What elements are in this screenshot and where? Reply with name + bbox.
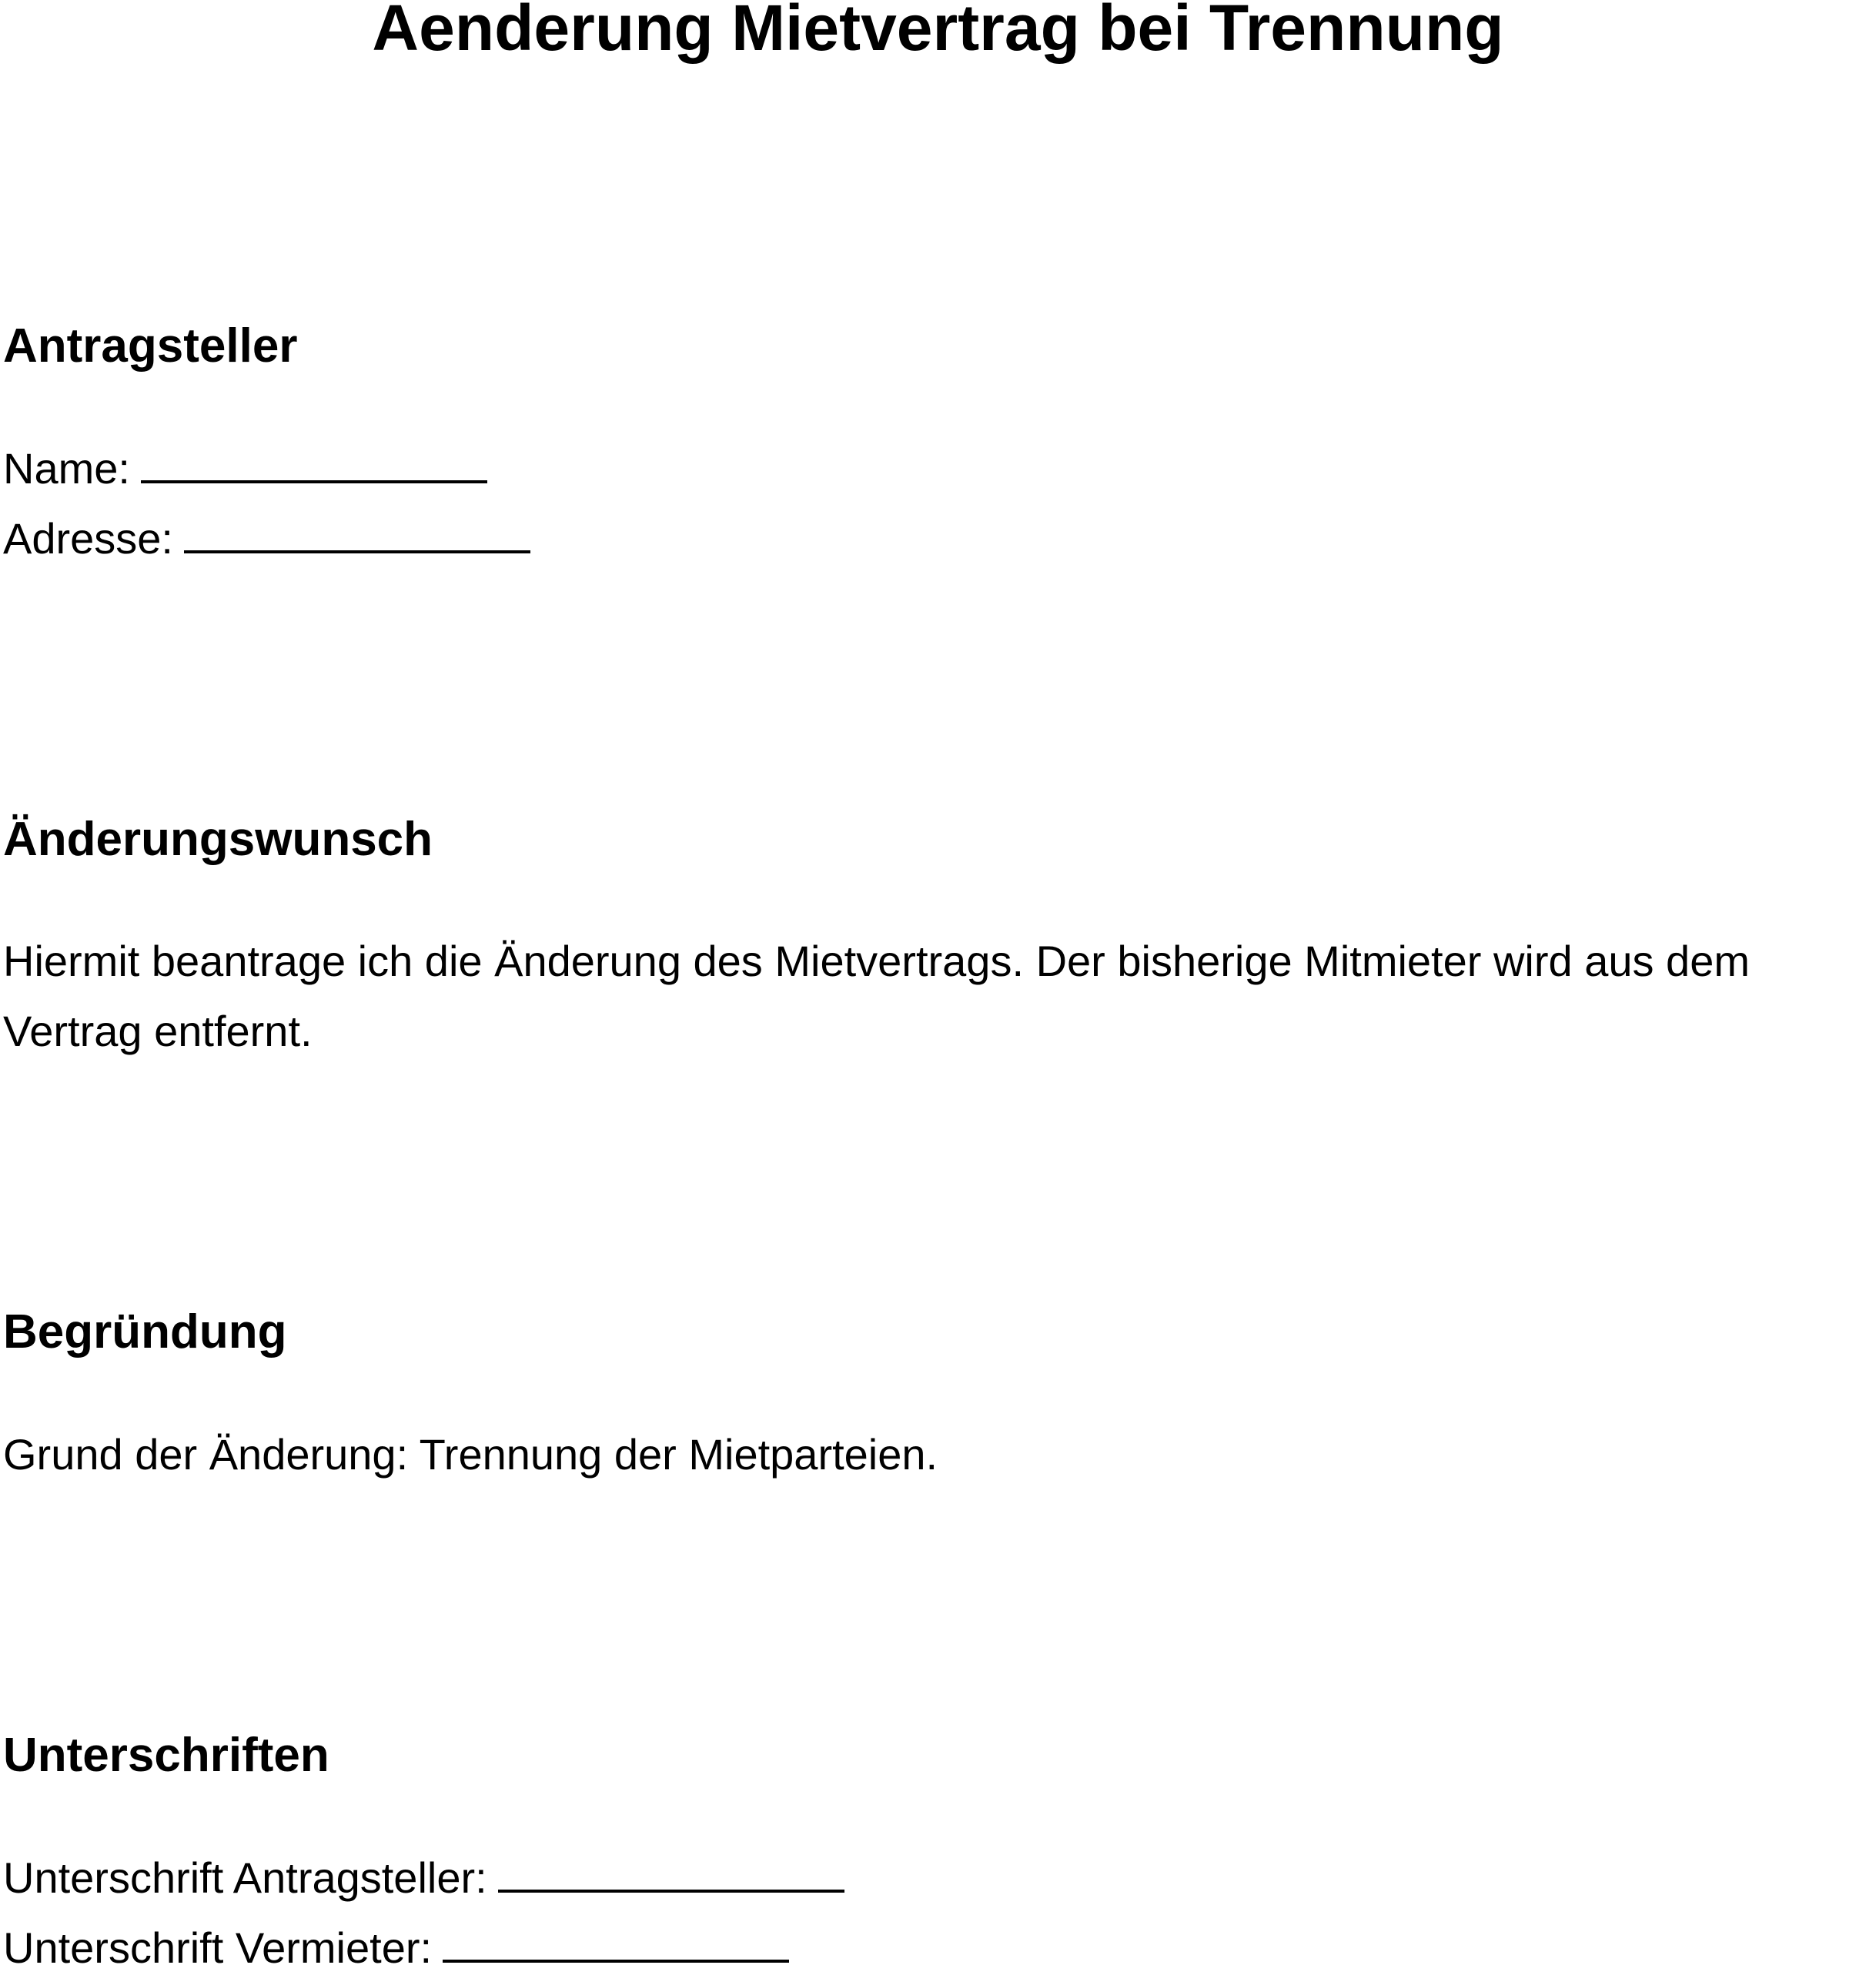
name-label: Name:: [3, 444, 130, 493]
landlord-signature-label: Unterschrift Vermieter:: [3, 1923, 433, 1972]
section-heading-reason: Begründung: [3, 1305, 287, 1358]
section-heading-request: Änderungswunsch: [3, 813, 433, 866]
section-heading-signatures: Unterschriften: [3, 1729, 329, 1782]
name-blank-line[interactable]: [141, 477, 487, 483]
name-field-row: [3, 442, 487, 496]
address-blank-line[interactable]: [184, 547, 530, 553]
landlord-signature-row: [3, 1921, 789, 1975]
request-text: Hiermit beantrage ich die Änderung des Mietvertrags. Der bisherige Mitmieter wird aus dem Vertrag entfernt.: [3, 937, 1750, 1055]
address-field-row: [3, 512, 530, 566]
applicant-signature-row: [3, 1851, 844, 1905]
applicant-signature-label: Unterschrift Antragsteller:: [3, 1853, 487, 1902]
applicant-signature-blank-line[interactable]: [498, 1886, 844, 1893]
address-label: Adresse:: [3, 514, 173, 563]
section-heading-applicant: Antragsteller: [3, 319, 298, 373]
document-title: Aenderung Mietvertrag bei Trennung: [372, 0, 1504, 64]
landlord-signature-blank-line[interactable]: [443, 1957, 789, 1963]
reason-text: Grund der Änderung: Trennung der Mietparteien.: [3, 1430, 938, 1479]
